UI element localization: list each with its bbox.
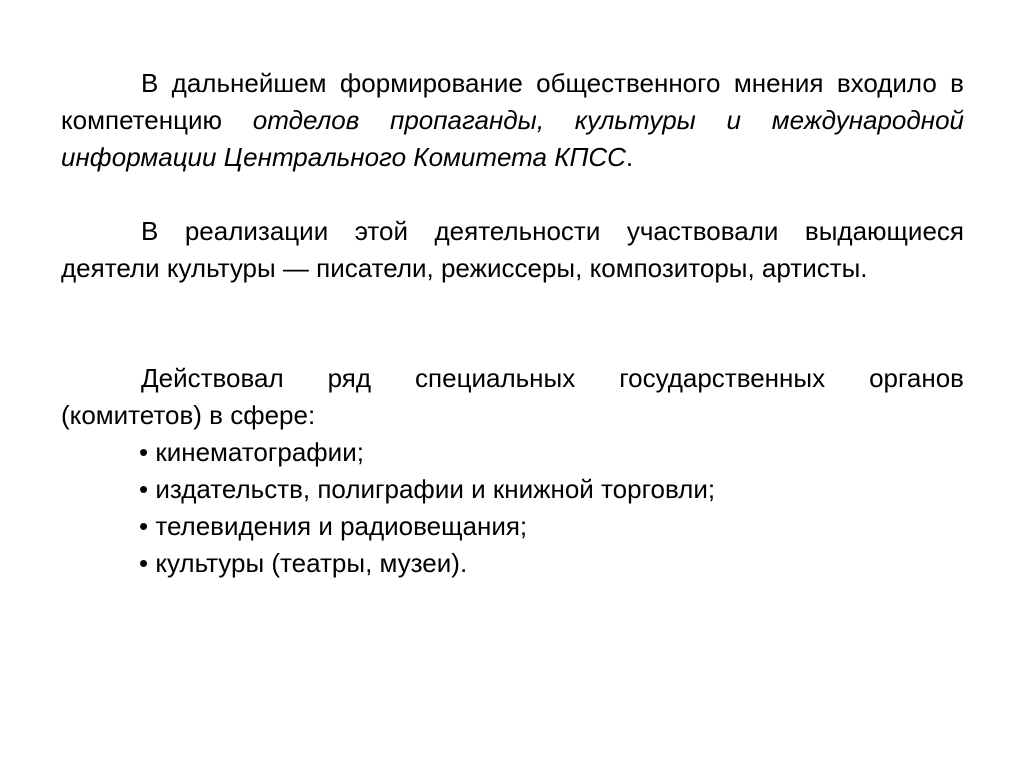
paragraph-party-departments (61, 65, 964, 176)
paragraph-state-bodies (61, 360, 964, 434)
list-item-publishing: • издательств, полиграфии и книжной торговли; (139, 474, 716, 504)
paragraph-cultural-figures (61, 213, 964, 287)
paragraph3-text: Действовал ряд специальных государственных органов (комитетов) в сфере: (61, 363, 964, 430)
list-item-television-radio: • телевидения и радиовещания; (139, 511, 528, 541)
paragraph2-text: В реализации этой деятельности участвовали выдающиеся деятели культуры — писатели, режиссеры, композиторы, артисты. (61, 216, 964, 283)
paragraph1-text-after: . (625, 142, 634, 172)
list-item-culture: • культуры (театры, музеи). (139, 548, 468, 578)
paragraph1-text-before: В дальнейшем формирование общественного мнения входило в компетенцию (61, 68, 964, 135)
list-item-cinematography: • кинематографии; (139, 437, 364, 467)
state-bodies-list (139, 434, 715, 582)
paragraph1-italic-text: отделов пропаганды, культуры и международной информации Центрального Комитета КПСС (61, 105, 964, 172)
